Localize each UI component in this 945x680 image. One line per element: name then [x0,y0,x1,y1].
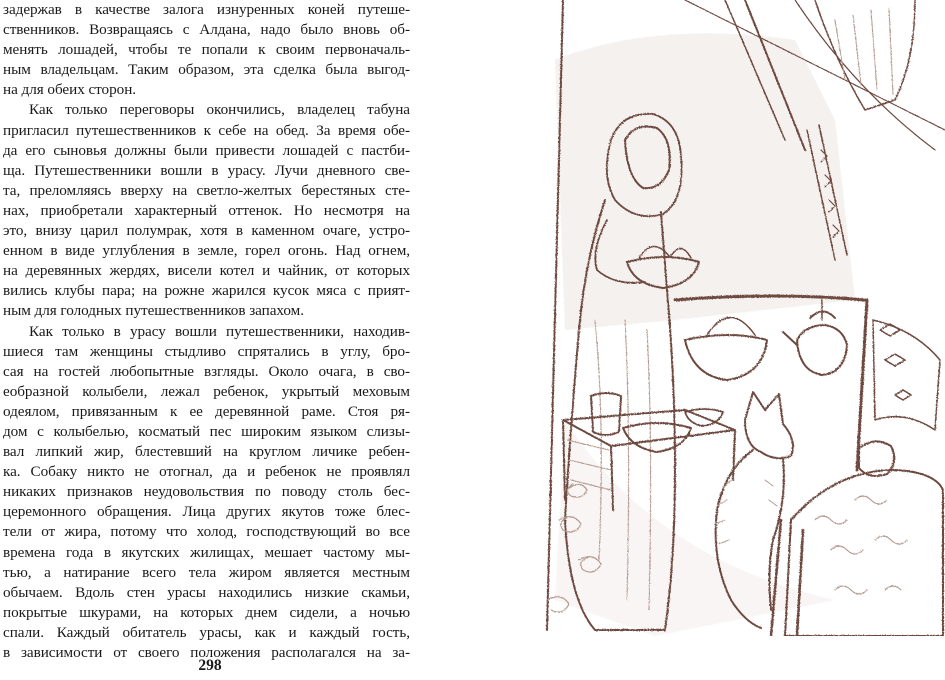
text-line: покрытые шкурами, на которых днем сидели, а ночью [3,603,410,621]
text-line: менять лошадей, чтобы те попали к своим первоначаль- [3,41,410,59]
text-line: обычаем. Вдоль стен урасы находились низкие скамьи, [3,583,410,601]
text-line: задержав в качестве залога изнуренных коней путеше- [3,1,410,18]
text-line: Как только в урасу вошли путешественники, находив- [29,322,410,340]
text-line: енном в виде углубления в земле, горел огонь. Над огнем, [3,242,410,260]
dog-head [745,392,793,458]
hatch-top [835,8,893,95]
text-line: спали. Каждый обитатель урасы, как и каждый гость, [3,623,410,641]
cradle [785,470,943,636]
text-line: вал липкий жир, блестевший на круглом личике ребен- [3,443,410,461]
text-line: сая на гостей любопытные взгляды. Около очага, в сво- [3,362,410,380]
text-line: в зависимости от своего положения располагался на за- [3,644,410,661]
text-line: тели от жира, потому что холод, господствующий во все [3,523,410,541]
text-line: тью, а натирание всего тела жиром является местным [3,563,410,581]
text-line: на деревянных жердях, висели котел и чайник, от которых [3,262,410,280]
table-top [563,410,735,446]
text-line: на для обеих сторон. [3,81,137,99]
text-line: дом с колыбелью, косматый пес широким языком слизы- [3,422,410,440]
text-line: никаких признаков неудовольствия по поводу столь бес- [3,483,410,501]
text-line: времена года в якутских жилищах, мешает частому мы- [3,543,410,561]
text-line: шиеся там женщины стыдливо спрятались в углу, бро- [3,342,410,360]
text-line: одеялом, привязанным к ее деревянной раме. Стоя ря- [3,402,410,420]
roof-opening [815,0,915,110]
kettle [783,312,847,376]
text-line: это, внизу царил полумрак, хотя в каменном очаге, устро- [3,222,410,240]
text-line: та, преломляясь вверху на светло-желтых берестяных сте- [3,181,410,199]
cauldron-handle [707,318,755,336]
cauldron [685,335,767,380]
text-line: ным для голодных путешественников запахом. [3,302,304,320]
wall-wash [555,33,855,330]
text-line: церемонного обращения. Лица других якутов тоже блес- [3,503,410,521]
illustration-yurt-interior [535,0,945,636]
text-line: пригласил путешественников к себе на обед. За время обе- [3,121,410,139]
cup [591,393,621,435]
page-number: 298 [198,657,222,674]
dog-fur [715,480,777,544]
right-panel [873,320,940,430]
right-panel-pattern [880,324,911,400]
text-line: да его сыновья должны были привести лошадей с пастби- [3,141,410,159]
body-text [3,0,410,663]
text-line: нах, приобретали характерный оттенок. Но несмотря на [3,201,410,219]
blanket-pattern [815,496,907,594]
text-line: ка. Собаку никто не отогнал, да и ребенок не проявлял [3,463,410,481]
text-line: вились клубы пара; на рожне жарился кусок мяса с прият- [3,282,410,300]
text-line: ственников. Возвращаясь с Алдана, надо было вновь об- [3,21,410,39]
text-line: Как только переговоры окончились, владелец табуна [29,101,410,119]
text-line: еобразной колыбели, лежал ребенок, укрытый меховым [3,382,410,400]
text-line: ным владельцам. Таким образом, эта сделка была выгод- [3,61,410,79]
text-line: ща. Путешественники вошли в урасу. Лучи дневного све- [3,161,410,179]
